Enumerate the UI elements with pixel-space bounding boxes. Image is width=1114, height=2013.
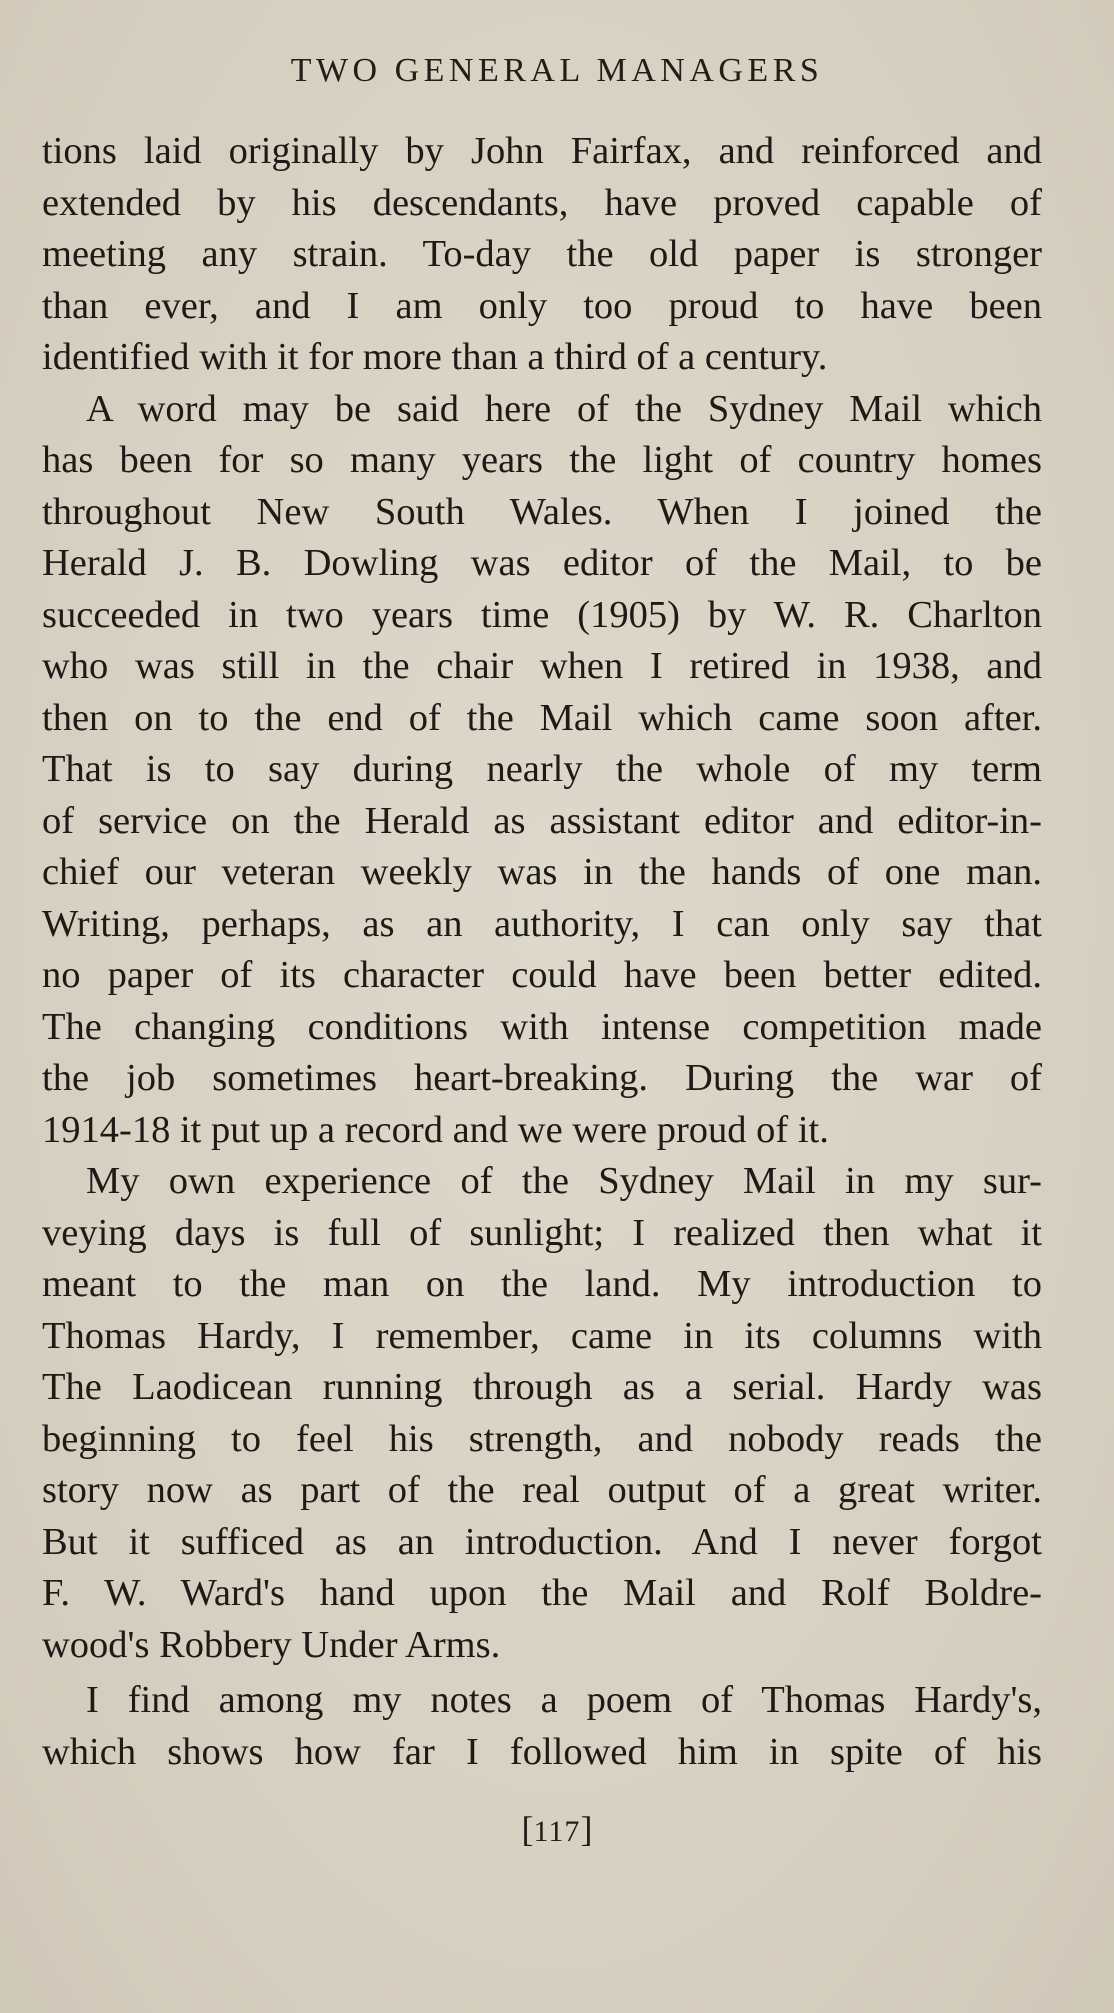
text-line: no paper of its character could have been better edited. — [42, 954, 1042, 996]
text-line: throughout New South Wales. When I joined the — [42, 490, 1042, 533]
text-line: chief our veteran weekly was in the hands of one man. — [42, 851, 1042, 893]
text-line: I find among my notes a poem of Thomas Hardy's, — [86, 1679, 1042, 1721]
text-line: the job sometimes heart-breaking. During the war of — [42, 1057, 1042, 1099]
running-head-title: TWO GENERAL MANAGERS — [290, 52, 824, 89]
text-line: Herald J. B. Dowling was editor of the Mail, to be — [42, 542, 1042, 584]
page-number — [0, 1808, 1114, 1850]
text-line: identified with it for more than a third of a century. — [42, 336, 828, 378]
page-number-value: 117 — [533, 1815, 581, 1848]
text-line: A word may be said here of the Sydney Mail which — [86, 387, 1042, 430]
text-line: meant to the man on the land. My introduction to — [42, 1263, 1042, 1305]
folio-bracket-close: ] — [580, 1809, 593, 1849]
text-line: tions laid originally by John Fairfax, and reinforced and — [42, 130, 1042, 172]
paragraph-1 — [42, 126, 1042, 384]
text-line: Thomas Hardy, I remember, came in its columns with — [42, 1314, 1042, 1357]
folio-bracket-open: [ — [521, 1809, 534, 1849]
text-line: extended by his descendants, have proved capable of — [42, 181, 1042, 224]
text-line: which shows how far I followed him in spite of his — [42, 1730, 1042, 1773]
paragraph-3 — [42, 1156, 1042, 1671]
text-line: F. W. Ward's hand upon the Mail and Rolf Boldre- — [42, 1572, 1042, 1614]
text-line: succeeded in two years time (1905) by W. R. Charlton — [42, 593, 1042, 636]
text-line: has been for so many years the light of country homes — [42, 439, 1042, 481]
paragraph-4 — [42, 1675, 1042, 1778]
text-line: meeting any strain. To-day the old paper is stronger — [42, 233, 1042, 275]
text-line: who was still in the chair when I retired in 1938, and — [42, 645, 1042, 687]
text-line: But it sufficed as an introduction. And I never forgot — [42, 1520, 1042, 1563]
text-line: The Laodicean running through as a serial. Hardy was — [42, 1366, 1042, 1408]
text-line: My own experience of the Sydney Mail in my sur- — [86, 1160, 1042, 1202]
text-line: then on to the end of the Mail which came soon after. — [42, 696, 1042, 739]
text-line: The changing conditions with intense competition made — [42, 1005, 1042, 1048]
text-line: Writing, perhaps, as an authority, I can only say that — [42, 902, 1042, 945]
text-line: wood's Robbery Under Arms. — [42, 1623, 501, 1666]
text-line: than ever, and I am only too proud to have been — [42, 284, 1042, 327]
paragraph-2 — [42, 384, 1042, 1157]
text-line: veying days is full of sunlight; I realized then what it — [42, 1211, 1042, 1254]
text-line: story now as part of the real output of a great writer. — [42, 1469, 1042, 1511]
text-line: beginning to feel his strength, and nobody reads the — [42, 1417, 1042, 1460]
text-line: That is to say during nearly the whole of my term — [42, 748, 1042, 790]
body-text — [42, 126, 1042, 1778]
text-line: of service on the Herald as assistant editor and editor-in- — [42, 799, 1042, 842]
text-line: 1914-18 it put up a record and we were proud of it. — [42, 1108, 829, 1151]
